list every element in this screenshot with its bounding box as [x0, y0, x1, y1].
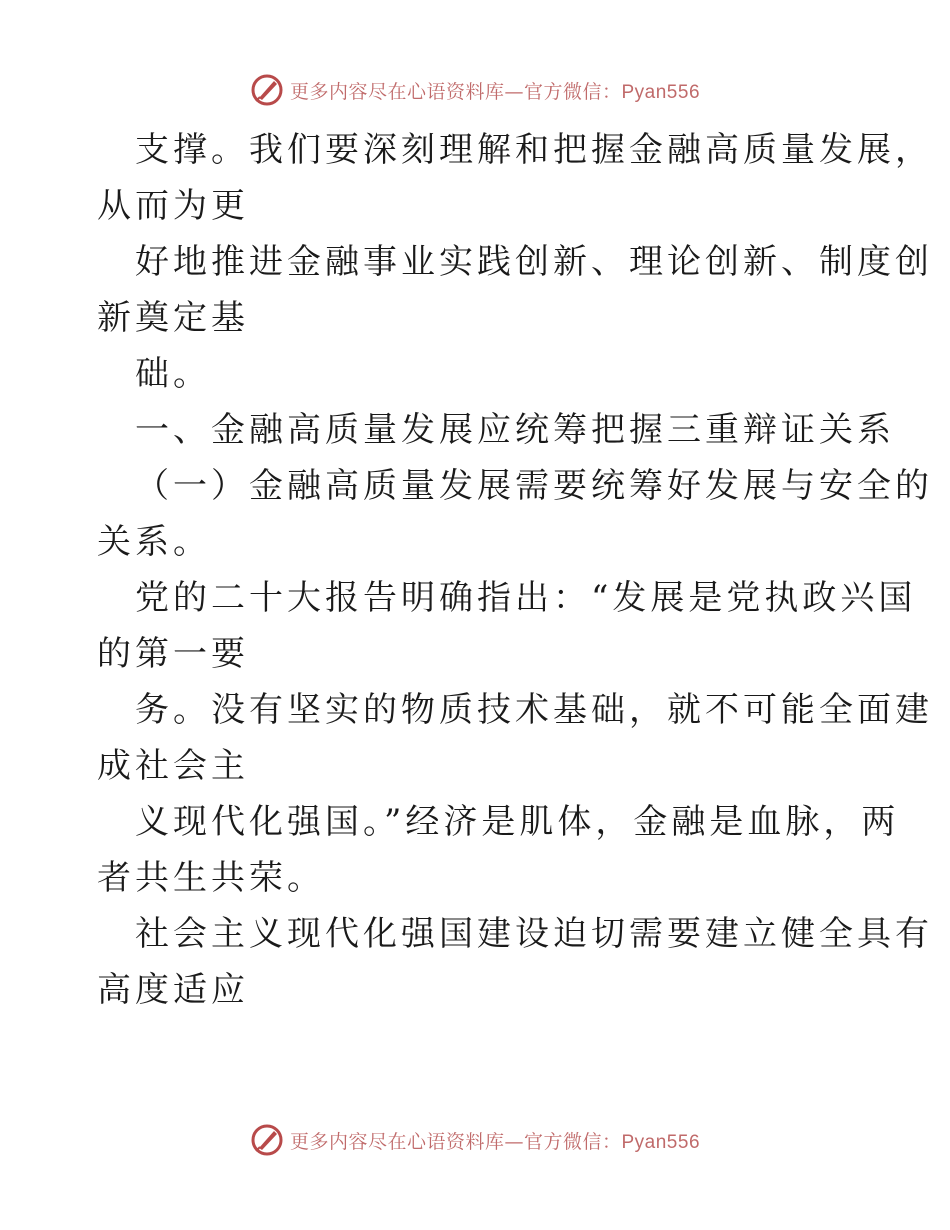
body-line: 义现代化强国。”经济是肌体，金融是血脉，两	[135, 802, 900, 842]
body-line: 支撑。我们要深刻理解和把握金融高质量发展，	[135, 130, 933, 170]
footer-banner	[0, 1120, 950, 1160]
footer-banner-text	[290, 1127, 700, 1154]
body-line: 新奠定基	[97, 298, 249, 338]
body-line: 成社会主	[97, 746, 249, 786]
body-line: 从而为更	[97, 186, 249, 226]
body-line: 者共生共荣。	[97, 858, 325, 898]
document-body	[97, 122, 933, 1018]
body-line: 关系。	[97, 522, 211, 562]
body-line: 高度适应	[97, 970, 249, 1010]
footer-banner-id: Pyan556	[621, 1131, 701, 1153]
body-line: 的第一要	[97, 634, 249, 674]
body-line: 础。	[135, 354, 211, 394]
body-line: 党的二十大报告明确指出：“发展是党执政兴国	[135, 578, 917, 618]
section-heading: 一、金融高质量发展应统筹把握三重辩证关系	[135, 410, 895, 450]
quill-pen-logo-icon	[250, 73, 284, 107]
body-line: 社会主义现代化强国建设迫切需要建立健全具有	[135, 914, 933, 954]
subsection-heading: （一）金融高质量发展需要统筹好发展与安全的	[135, 466, 933, 506]
footer-banner-label: 更多内容尽在心语资料库—官方微信：	[289, 1130, 622, 1153]
header-banner	[0, 70, 950, 110]
body-line: 好地推进金融事业实践创新、理论创新、制度创	[135, 242, 933, 282]
body-line: 务。没有坚实的物质技术基础，就不可能全面建	[135, 690, 933, 730]
quill-pen-logo-icon	[250, 1123, 284, 1157]
header-banner-label: 更多内容尽在心语资料库—官方微信：	[289, 80, 622, 103]
header-banner-id: Pyan556	[621, 81, 701, 103]
header-banner-text	[290, 77, 700, 104]
